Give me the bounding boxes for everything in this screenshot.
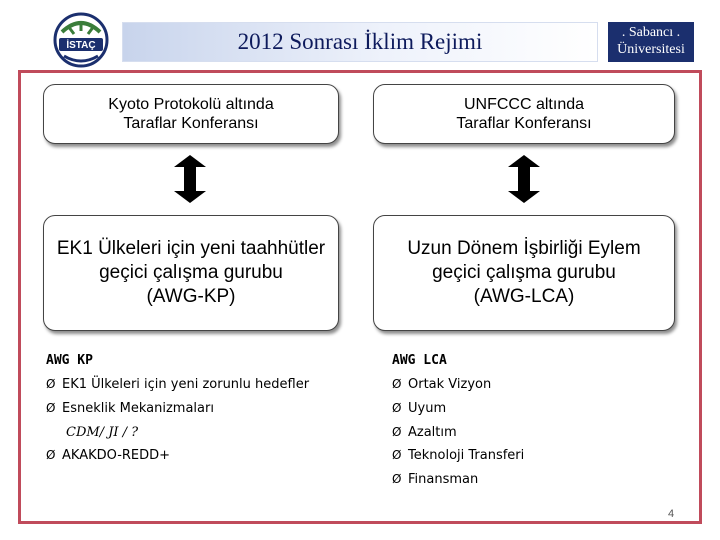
list-item: Ø Esneklik Mekanizmaları — [46, 401, 214, 416]
sabanci-logo — [608, 22, 694, 62]
bullet-icon: Ø — [392, 401, 402, 415]
list-subnote: CDM/ JI / ? — [66, 425, 139, 440]
box-unfccc-line2: Taraflar Konferansı — [456, 115, 592, 132]
bullet-icon: Ø — [46, 377, 56, 391]
box-awg-lca-line2: geçici çalışma gurubu — [432, 262, 616, 283]
list-item: Ø AKAKDO-REDD+ — [46, 448, 171, 463]
box-awg-kp — [43, 215, 339, 331]
istac-logo — [50, 12, 112, 68]
box-kyoto-line2: Taraflar Konferansı — [123, 115, 259, 132]
box-kyoto-cop — [43, 84, 339, 144]
bullet-icon: Ø — [392, 377, 402, 391]
list-item: Ø Uyum — [392, 401, 447, 416]
box-unfccc-line1: UNFCCC altında — [463, 96, 585, 113]
box-awg-lca-line3: (AWG-LCA) — [473, 286, 575, 307]
bullet-icon: Ø — [392, 448, 402, 462]
list-item: Ø EK1 Ülkeleri için yeni zorunlu hedefler — [46, 377, 310, 392]
box-kyoto-line1: Kyoto Protokolü altında — [108, 96, 274, 113]
istac-logo-text: İSTAÇ — [66, 40, 96, 51]
box-awg-lca — [373, 215, 675, 331]
list-item: Ø Ortak Vizyon — [392, 377, 492, 392]
bullet-icon: Ø — [392, 472, 402, 486]
double-arrow-right-icon — [508, 155, 540, 203]
box-unfccc-cop — [373, 84, 675, 144]
box-awg-kp-line1: EK1 Ülkeleri için yeni taahhütler — [56, 238, 326, 259]
title-bar — [122, 22, 598, 62]
box-awg-kp-line3: (AWG-KP) — [146, 286, 236, 307]
list-item: Ø Teknoloji Transferi — [392, 448, 525, 463]
box-awg-kp-line2: geçici çalışma gurubu — [99, 262, 283, 283]
box-awg-lca-line1: Uzun Dönem İşbirliği Eylem — [407, 238, 641, 259]
page-number: 4 — [668, 508, 675, 520]
page-title: 2012 Sonrası İklim Rejimi — [237, 29, 483, 54]
list-item: Ø Finansman — [392, 472, 479, 487]
bullet-icon: Ø — [392, 425, 402, 439]
sabanci-logo-line1: . Sabancı . — [621, 25, 681, 40]
bullet-icon: Ø — [46, 401, 56, 415]
bullet-icon: Ø — [46, 448, 56, 462]
section-title-awg-kp: AWG KP — [46, 353, 93, 368]
sabanci-logo-line2: Üniversitesi — [617, 42, 685, 57]
double-arrow-left-icon — [174, 155, 206, 203]
list-item: Ø Azaltım — [392, 425, 457, 440]
section-title-awg-lca: AWG LCA — [392, 353, 447, 368]
